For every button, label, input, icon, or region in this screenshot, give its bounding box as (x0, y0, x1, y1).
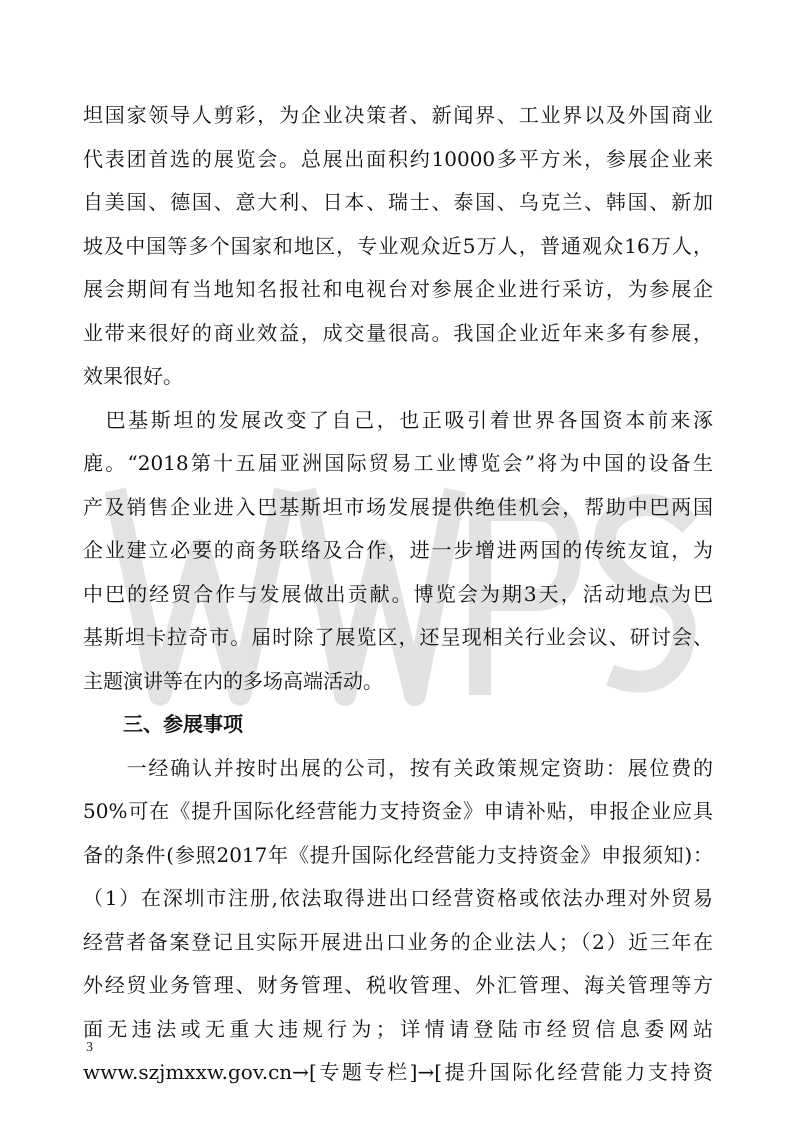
body-line: 巴基斯坦的发展改变了自己，也正吸引着世界各国资本前来涿 (83, 407, 713, 432)
body-line: 代表团首选的展览会。总展出面积约10000多平方米，参展企业来 (83, 146, 713, 171)
body-line: 经营者备案登记且实际开展进出口业务的企业法人；（2）近三年在 (83, 929, 713, 954)
body-line: 备的条件(参照2017年《提升国际化经营能力支持资金》申报须知)： (83, 842, 713, 867)
body-line: 50%可在《提升国际化经营能力支持资金》申请补贴，申报企业应具 (83, 799, 713, 823)
body-line: 基斯坦卡拉奇市。届时除了展览区，还呈现相关行业会议、研讨会、 (83, 625, 713, 649)
body-line: 外经贸业务管理、财务管理、税收管理、外汇管理、海关管理等方 (83, 973, 713, 997)
body-line: 鹿。“2018第十五届亚洲国际贸易工业博览会”将为中国的设备生 (83, 451, 713, 475)
body-line: 展会期间有当地知名报社和电视台对参展企业进行采访，为参展企 (83, 277, 713, 301)
page-number: 3 (86, 1040, 93, 1055)
body-line: 企业建立必要的商务联络及合作，进一步增进两国的传统友谊，为 (83, 538, 713, 562)
section-heading: 三、参展事项 (83, 712, 243, 736)
body-line: （1）在深圳市注册,依法取得进出口经营资格或依法办理对外贸易 (83, 886, 713, 910)
body-line: 中巴的经贸合作与发展做出贡献。博览会为期3天，活动地点为巴 (83, 581, 713, 606)
body-line: 一经确认并按时出展的公司，按有关政策规定资助：展位费的 (83, 755, 713, 780)
body-line: 产及销售企业进入巴基斯坦市场发展提供绝佳机会，帮助中巴两国 (83, 494, 713, 519)
body-line: 业带来很好的商业效益，成交量很高。我国企业近年来多有参展， (83, 320, 713, 345)
body-line: 坡及中国等多个国家和地区，专业观众近5万人，普通观众16万人， (83, 233, 713, 258)
body-line: 坦国家领导人剪彩，为企业决策者、新闻界、工业界以及外国商业 (83, 103, 713, 127)
body-line: 面无违法或无重大违规行为；详情请登陆市经贸信息委网站 (83, 1016, 713, 1041)
body-line: 主题演讲等在内的多场高端活动。 (83, 668, 383, 693)
body-line: 效果很好。 (83, 364, 183, 388)
body-line: 自美国、德国、意大利、日本、瑞士、泰国、乌克兰、韩国、新加 (83, 190, 713, 214)
body-line: www.szjmxxw.gov.cn→[专题专栏]→[提升国际化经营能力支持资 (83, 1060, 713, 1084)
